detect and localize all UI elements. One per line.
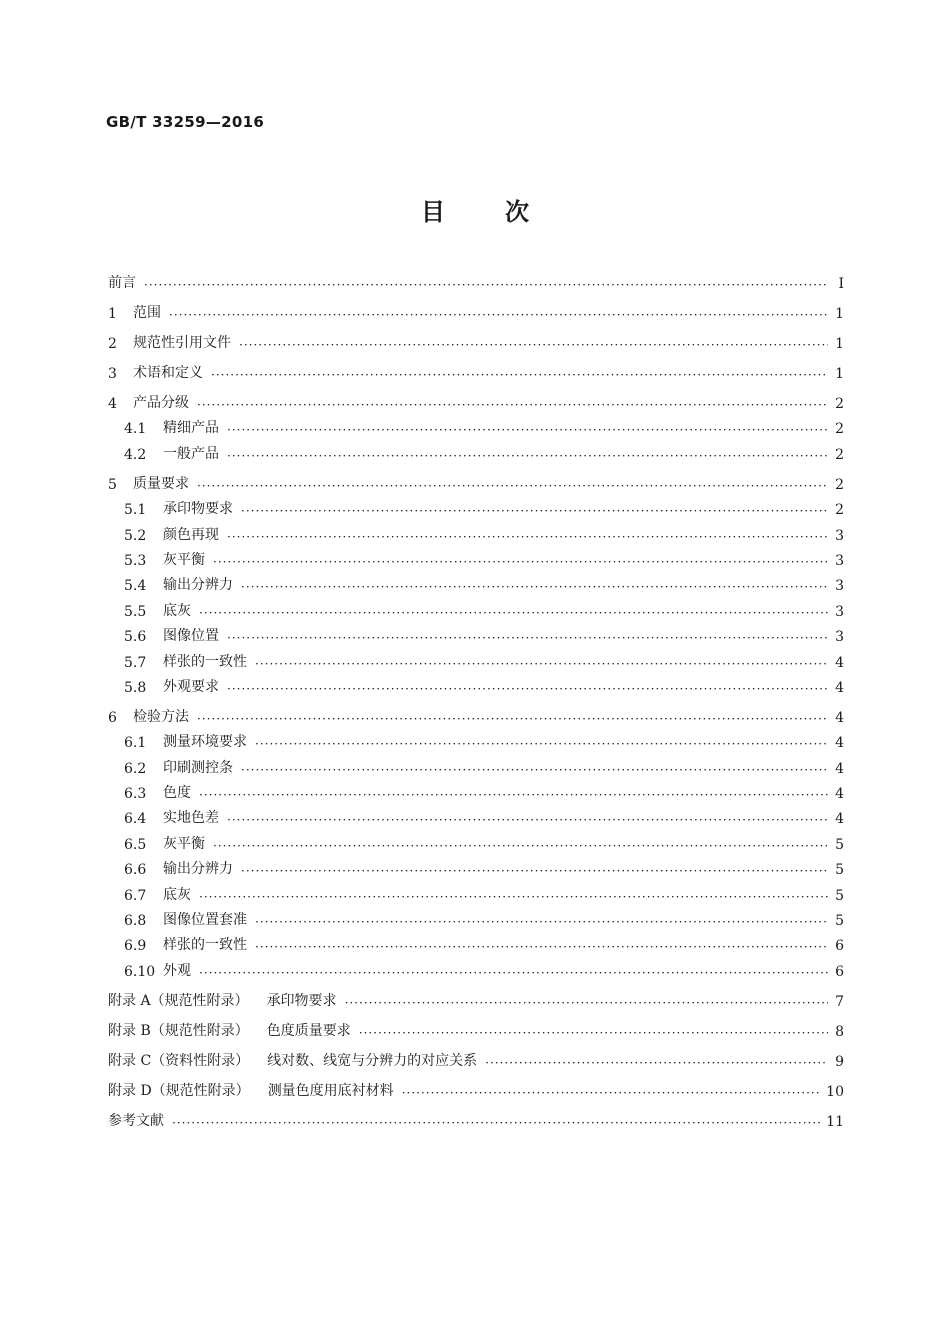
toc-dot-leader: [255, 656, 828, 668]
toc-entry[interactable]: [108, 569, 844, 594]
toc-entry-title: 样张的一致性: [163, 653, 247, 670]
toc-entry[interactable]: [108, 802, 844, 827]
toc-entry-number: 5: [108, 476, 117, 493]
toc-entry-title: 承印物要求: [266, 992, 337, 1009]
toc-entry-page: 2: [835, 476, 844, 493]
toc-entry-page: 1: [835, 366, 844, 382]
table-of-contents: [108, 262, 844, 1130]
toc-dot-leader: [227, 812, 828, 824]
toc-entry-number: 6.9: [124, 938, 147, 955]
toc-entry-page: 6: [835, 938, 844, 955]
toc-entry-title: 承印物要求: [163, 501, 233, 518]
toc-entry-page: 1: [835, 306, 844, 322]
standard-code: GB/T 33259—2016: [106, 113, 265, 131]
toc-dot-leader: [345, 995, 828, 1007]
toc-dot-leader: [144, 277, 828, 289]
page-title-char-2: 次: [505, 198, 529, 226]
toc-dot-leader: [197, 397, 828, 409]
toc-dot-leader: [239, 337, 828, 349]
page-title: [0, 192, 950, 227]
toc-appendix-entry[interactable]: [108, 1040, 844, 1070]
toc-entry-title: 底灰: [163, 602, 191, 619]
toc-entry-title: 色度: [163, 785, 191, 802]
toc-dot-leader: [227, 422, 828, 434]
toc-entry[interactable]: [108, 620, 844, 645]
toc-entry-title: 灰平衡: [163, 551, 205, 568]
toc-entry[interactable]: [108, 518, 844, 543]
toc-dot-leader: [172, 1115, 820, 1127]
toc-entry-page: 5: [835, 913, 844, 930]
toc-entry[interactable]: [108, 1100, 844, 1130]
toc-entry-title: 实地色差: [163, 810, 219, 827]
toc-dot-leader: [241, 863, 828, 875]
toc-entry-title: 样张的一致性: [163, 937, 247, 954]
toc-entry-title: 参考文献: [108, 1112, 164, 1129]
toc-entry-page: 4: [835, 709, 844, 726]
toc-entry-title: 产品分级: [133, 395, 189, 411]
toc-entry-page: 7: [835, 993, 844, 1010]
toc-entry-number: 6.5: [124, 836, 147, 853]
toc-appendix-entry[interactable]: [108, 980, 844, 1010]
toc-appendix-entry[interactable]: [108, 1010, 844, 1040]
toc-entry-page: 10: [826, 1083, 844, 1100]
toc-dot-leader: [197, 478, 828, 490]
toc-entry-title: 检验方法: [133, 708, 189, 725]
toc-entry-page: 8: [835, 1023, 844, 1040]
toc-entry-title: 线对数、线宽与分辨力的对应关系: [267, 1052, 478, 1069]
toc-entry-page: 4: [835, 679, 844, 696]
toc-dot-leader: [199, 889, 828, 901]
toc-entry-title: 前言: [108, 275, 136, 291]
toc-dot-leader: [213, 554, 828, 566]
toc-entry[interactable]: [108, 292, 844, 322]
toc-entry-page: 3: [835, 527, 844, 544]
toc-entry-page: 2: [835, 421, 844, 438]
toc-entry-title: 输出分辨力: [163, 577, 233, 594]
toc-entry-number: 1: [108, 306, 117, 322]
toc-entry-number: 2: [108, 336, 117, 352]
toc-entry-page: 2: [835, 396, 844, 412]
toc-entry-page: 4: [835, 811, 844, 828]
toc-dot-leader: [227, 681, 828, 693]
toc-entry-title: 术语和定义: [133, 365, 203, 381]
toc-entry-number: 5.1: [124, 502, 147, 519]
toc-entry-page: 3: [835, 552, 844, 569]
toc-entry-number: 4.2: [124, 446, 147, 463]
toc-entry[interactable]: [108, 544, 844, 569]
toc-entry-title: 范围: [133, 305, 161, 321]
page-title-char-1: 目: [421, 198, 445, 226]
toc-entry-page: 11: [826, 1113, 844, 1130]
toc-entry-number: 6.10: [124, 963, 156, 980]
toc-entry-page: 4: [835, 786, 844, 803]
toc-entry-title: 图像位置: [163, 628, 219, 645]
toc-entry-page: 1: [835, 336, 844, 352]
toc-entry-page: 4: [835, 654, 844, 671]
toc-entry-number: 附录 C（资料性附录）: [108, 1052, 250, 1069]
toc-entry-number: 5.7: [124, 654, 147, 671]
toc-entry-number: 6.6: [124, 862, 147, 879]
toc-entry-title: 质量要求: [133, 475, 189, 492]
toc-entry-title: 测量环境要求: [163, 734, 247, 751]
toc-entry-number: 4.1: [124, 421, 147, 438]
toc-dot-leader: [241, 579, 828, 591]
toc-dot-leader: [199, 605, 828, 617]
toc-entry-title: 精细产品: [163, 420, 219, 437]
toc-entry-title: 图像位置套准: [163, 912, 247, 929]
toc-entry[interactable]: [108, 645, 844, 670]
toc-dot-leader: [402, 1085, 820, 1097]
toc-entry-title: 底灰: [163, 886, 191, 903]
toc-entry-number: 5.3: [124, 552, 147, 569]
toc-entry-page: 9: [835, 1053, 844, 1070]
toc-dot-leader: [227, 448, 828, 460]
toc-entry-number: 附录 B（规范性附录）: [108, 1022, 249, 1039]
toc-entry-number: 6.7: [124, 887, 147, 904]
toc-entry-number: 6.3: [124, 786, 147, 803]
toc-entry-page: 6: [835, 963, 844, 980]
toc-entry[interactable]: [108, 262, 844, 292]
toc-entry[interactable]: [108, 696, 844, 726]
toc-entry-title: 输出分辨力: [163, 861, 233, 878]
toc-entry[interactable]: [108, 751, 844, 776]
toc-dot-leader: [169, 307, 828, 319]
toc-entry[interactable]: [108, 777, 844, 802]
toc-entry-title: 印刷测控条: [163, 759, 233, 776]
toc-entry-page: 4: [835, 735, 844, 752]
toc-appendix-entry[interactable]: [108, 1070, 844, 1100]
toc-entry-number: 附录 A（规范性附录）: [108, 992, 249, 1009]
toc-entry[interactable]: [108, 437, 844, 462]
toc-entry[interactable]: [108, 463, 844, 493]
toc-entry-page: 5: [835, 862, 844, 879]
toc-dot-leader: [227, 630, 828, 642]
toc-entry[interactable]: [108, 671, 844, 696]
toc-entry-title: 色度质量要求: [266, 1022, 351, 1039]
toc-entry[interactable]: [108, 322, 844, 352]
toc-entry[interactable]: [108, 878, 844, 903]
toc-dot-leader: [485, 1055, 828, 1067]
toc-dot-leader: [255, 914, 828, 926]
toc-dot-leader: [255, 736, 828, 748]
toc-entry[interactable]: [108, 412, 844, 437]
toc-entry-page: 3: [835, 578, 844, 595]
toc-entry-title: 灰平衡: [163, 835, 205, 852]
toc-entry[interactable]: [108, 954, 844, 979]
toc-entry[interactable]: [108, 382, 844, 412]
toc-entry-title: 外观: [163, 962, 191, 979]
toc-dot-leader: [199, 965, 828, 977]
toc-dot-leader: [213, 838, 828, 850]
toc-entry[interactable]: [108, 352, 844, 382]
toc-entry[interactable]: [108, 594, 844, 619]
toc-entry-page: 4: [835, 760, 844, 777]
toc-dot-leader: [359, 1025, 828, 1037]
toc-dot-leader: [227, 529, 828, 541]
toc-entry-number: 6: [108, 709, 117, 726]
toc-entry-page: 5: [835, 887, 844, 904]
toc-entry[interactable]: [108, 853, 844, 878]
toc-entry-number: 6.2: [124, 760, 147, 777]
toc-entry-number: 5.2: [124, 527, 147, 544]
toc-entry[interactable]: [108, 929, 844, 954]
toc-entry-page: 3: [835, 629, 844, 646]
toc-entry-number: 6.1: [124, 735, 147, 752]
toc-entry-page: 3: [835, 603, 844, 620]
toc-entry[interactable]: [108, 904, 844, 929]
toc-entry-number: 5.8: [124, 679, 147, 696]
toc-entry-page: Ⅰ: [838, 276, 844, 292]
toc-entry-title: 颜色再现: [163, 526, 219, 543]
toc-entry-title: 一般产品: [163, 445, 219, 462]
toc-entry[interactable]: [108, 493, 844, 518]
toc-entry-number: 4: [108, 396, 117, 412]
toc-entry-number: 附录 D（规范性附录）: [108, 1082, 250, 1099]
toc-entry-number: 6.8: [124, 913, 147, 930]
toc-entry-number: 5.5: [124, 603, 147, 620]
toc-dot-leader: [241, 762, 828, 774]
toc-entry-page: 2: [835, 502, 844, 519]
toc-entry-number: 5.6: [124, 629, 147, 646]
toc-entry-page: 2: [835, 446, 844, 463]
toc-entry-number: 6.4: [124, 811, 147, 828]
toc-entry-page: 5: [835, 836, 844, 853]
toc-entry-number: 5.4: [124, 578, 147, 595]
toc-entry-number: 3: [108, 366, 117, 382]
toc-dot-leader: [255, 939, 828, 951]
toc-entry-title: 规范性引用文件: [133, 335, 231, 351]
toc-dot-leader: [197, 711, 828, 723]
toc-dot-leader: [241, 503, 828, 515]
toc-entry[interactable]: [108, 726, 844, 751]
toc-entry[interactable]: [108, 827, 844, 852]
toc-dot-leader: [211, 367, 828, 379]
toc-dot-leader: [199, 787, 828, 799]
toc-entry-title: 测量色度用底衬材料: [267, 1082, 394, 1099]
toc-entry-title: 外观要求: [163, 678, 219, 695]
